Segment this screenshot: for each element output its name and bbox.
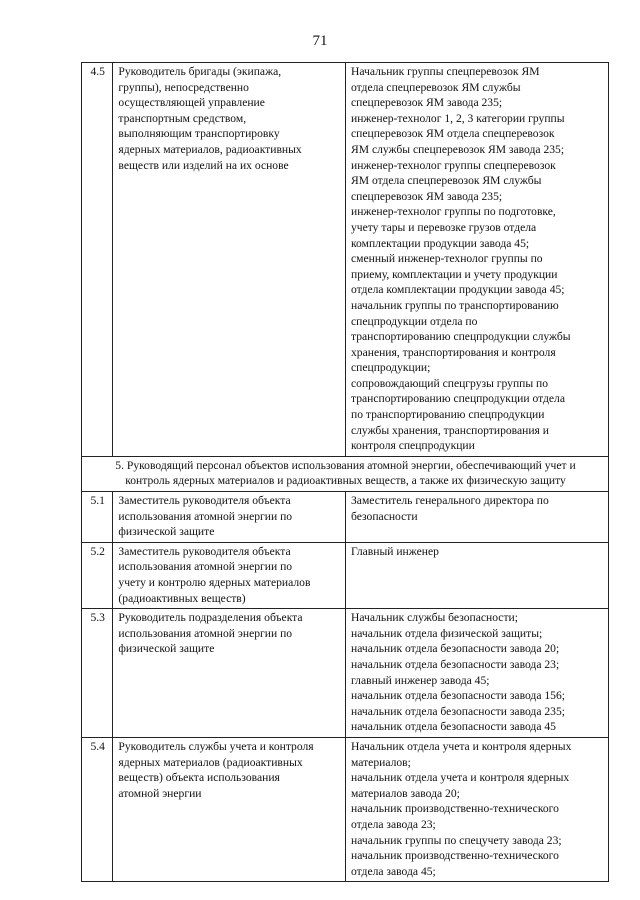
official-line: отдела завода 23; <box>351 817 436 831</box>
official-line: хранения, транспортирования и контроля <box>351 345 556 359</box>
row-number-cell <box>82 737 113 881</box>
official-line: начальник группы по транспортированию <box>351 298 559 312</box>
official-line: учету тары и перевозке грузов отдела <box>351 220 537 234</box>
official-line: ЯМ службы спецперевозок ЯМ завода 235; <box>351 142 565 156</box>
position-line: использования атомной энергии по <box>118 626 293 640</box>
official-line: безопасности <box>351 509 418 523</box>
position-line: группы), непосредственно <box>118 80 249 94</box>
position-line: веществ) объекта использования <box>118 771 280 785</box>
officials-cell <box>346 737 609 881</box>
row-number-cell <box>82 609 113 738</box>
position-line: осуществляющей управление <box>118 96 265 110</box>
officials-cell <box>346 63 609 457</box>
officials-cell <box>346 542 609 608</box>
officials-cell <box>346 609 609 738</box>
row-number: 5.4 <box>90 739 105 753</box>
official-line: начальник отдела безопасности завода 45 <box>351 720 556 734</box>
official-line: сменный инженер-технолог группы по <box>351 252 543 266</box>
table-body-section-4 <box>82 63 609 457</box>
position-line: учету и контролю ядерных материалов <box>118 576 311 589</box>
official-line: отдела спецперевозок ЯМ службы <box>351 80 521 94</box>
official-line: инженер-технолог группы спецперевозок <box>351 158 556 172</box>
official-line: Начальник службы безопасности; <box>351 611 518 625</box>
table-row <box>82 492 609 543</box>
official-line: спецперевозок ЯМ завода 235; <box>351 96 503 110</box>
row-number: 5.2 <box>90 544 105 558</box>
section-5-heading-line: контроль ядерных материалов и радиоактивных веществ, а также их физическую защиту <box>125 474 566 488</box>
section-5-heading <box>82 456 609 491</box>
table-body-section-5-rows <box>82 492 609 882</box>
official-line: Главный инженер <box>351 544 439 558</box>
position-cell <box>113 609 346 738</box>
official-line: сопровождающий спецгрузы группы по <box>351 376 549 390</box>
position-line: ядерных материалов (радиоактивных <box>118 755 303 769</box>
position-line: ядерных материалов, радиоактивных <box>118 142 302 156</box>
official-line: спецперевозок ЯМ завода 235; <box>351 189 503 203</box>
official-line: материалов завода 20; <box>351 786 460 800</box>
table-row <box>82 609 609 738</box>
position-cell <box>113 492 346 543</box>
position-line: физической защите <box>118 525 215 539</box>
section-header-row <box>82 456 609 491</box>
position-line: Руководитель бригады (экипажа, <box>118 65 282 78</box>
officials-cell <box>346 492 609 543</box>
position-line: Заместитель руководителя объекта <box>118 544 291 558</box>
official-line: начальник отдела безопасности завода 156; <box>351 689 565 703</box>
official-line: Начальник группы спецперевозок ЯМ <box>351 65 540 78</box>
official-line: отдела завода 45; <box>351 864 436 878</box>
official-line: инженер-технолог группы по подготовке, <box>351 205 556 219</box>
official-line: начальник отдела безопасности завода 235; <box>351 704 565 718</box>
row-number: 5.1 <box>90 494 105 508</box>
official-line: транспортированию спецпродукции службы <box>351 330 571 344</box>
official-line: главный инженер завода 45; <box>351 673 490 687</box>
official-line: начальник отдела физической защиты; <box>351 626 543 640</box>
position-line: Руководитель службы учета и контроля <box>118 739 314 753</box>
official-line: комплектации продукции завода 45; <box>351 236 530 250</box>
official-line: начальник производственно-технического <box>351 802 559 816</box>
official-line: приему, комплектации и учету продукции <box>351 267 558 281</box>
official-line: начальник отдела учета и контроля ядерных <box>351 771 570 785</box>
row-number: 5.3 <box>90 611 105 625</box>
position-cell <box>113 63 346 457</box>
position-line: использования атомной энергии по <box>118 560 293 574</box>
position-line: использования атомной энергии по <box>118 509 293 523</box>
row-number-cell <box>82 492 113 543</box>
table-body-section-5 <box>82 456 609 491</box>
official-line: начальник отдела безопасности завода 23; <box>351 657 560 671</box>
row-number-cell <box>82 63 113 457</box>
official-line: спецпродукции; <box>351 361 431 375</box>
position-line: веществ или изделий на их основе <box>118 158 289 172</box>
official-line: отдела комплектации продукции завода 45; <box>351 283 565 297</box>
row-number-cell <box>82 542 113 608</box>
official-line: контроля спецпродукции <box>351 439 475 453</box>
official-line: Начальник отдела учета и контроля ядерных <box>351 739 572 753</box>
position-line: (радиоактивных веществ) <box>118 591 246 605</box>
section-5-heading-line: 5. Руководящий персонал объектов использования атомной энергии, обеспечивающий учет и <box>115 458 576 472</box>
official-line: инженер-технолог 1, 2, 3 категории группы <box>351 111 565 125</box>
position-line: атомной энергии <box>118 786 202 800</box>
official-line: начальник группы по спецучету завода 23; <box>351 833 562 847</box>
official-line: начальник отдела безопасности завода 20; <box>351 642 560 656</box>
position-cell <box>113 542 346 608</box>
position-line: транспортным средством, <box>118 111 247 125</box>
position-cell <box>113 737 346 881</box>
position-line: Руководитель подразделения объекта <box>118 611 303 625</box>
table-row <box>82 542 609 608</box>
official-line: спецперевозок ЯМ отдела спецперевозок <box>351 127 555 141</box>
official-line: службы хранения, транспортирования и <box>351 423 549 437</box>
position-line: физической защите <box>118 642 215 656</box>
positions-table <box>81 62 609 882</box>
official-line: по транспортированию спецпродукции <box>351 408 545 422</box>
row-number: 4.5 <box>90 65 105 78</box>
official-line: транспортированию спецпродукции отдела <box>351 392 565 406</box>
position-line: выполняющим транспортировку <box>118 127 280 141</box>
official-line: начальник производственно-технического <box>351 849 559 863</box>
table-row <box>82 737 609 881</box>
position-line: Заместитель руководителя объекта <box>118 494 291 508</box>
official-line: ЯМ отдела спецперевозок ЯМ службы <box>351 174 542 188</box>
official-line: материалов; <box>351 755 411 769</box>
official-line: спецпродукции отдела по <box>351 314 478 328</box>
official-line: Заместитель генерального директора по <box>351 494 549 508</box>
table-row <box>82 63 609 457</box>
page-number: 71 <box>312 33 328 49</box>
